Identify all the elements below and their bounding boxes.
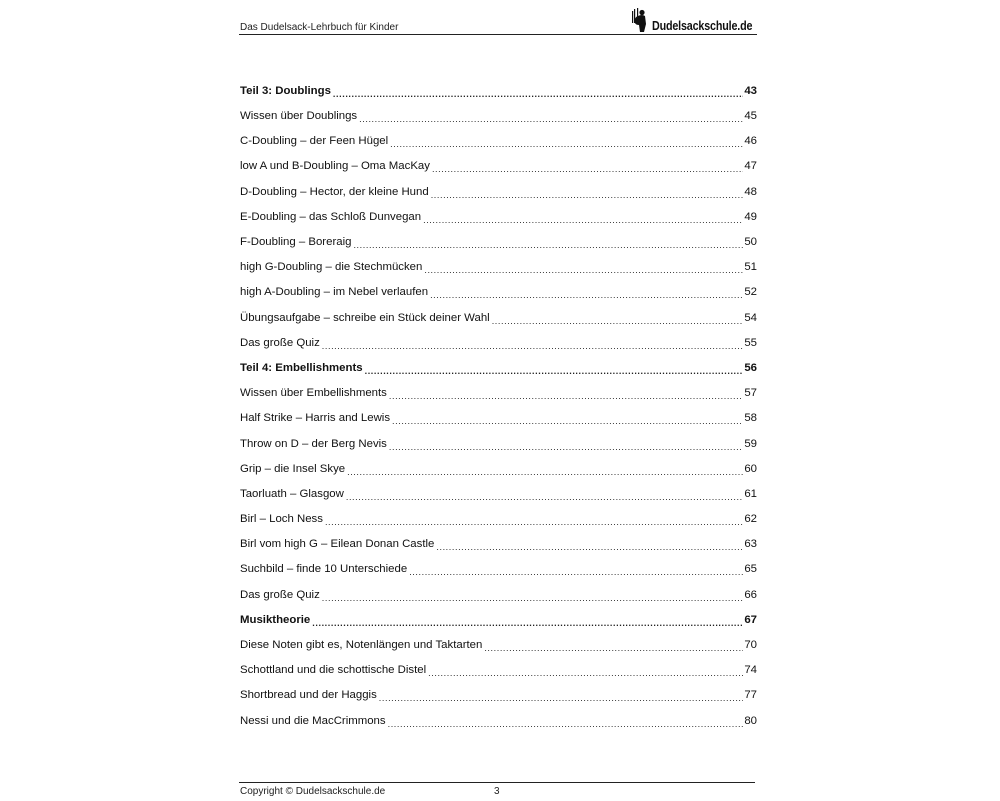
toc-entry-title: Teil 3: Doublings: [240, 84, 331, 97]
toc-entry-page: 52: [744, 286, 757, 299]
table-of-contents: [240, 79, 757, 734]
toc-entry-row: [240, 230, 757, 255]
toc-entry-page: 58: [744, 412, 757, 425]
toc-entry-row: [240, 406, 757, 431]
toc-entry-row: [240, 532, 757, 557]
toc-entry-title: high A-Doubling – im Nebel verlaufen: [240, 286, 429, 299]
toc-entry-title: Shortbread und der Haggis: [240, 689, 377, 702]
toc-entry-page: 80: [744, 714, 757, 727]
toc-entry-title: Wissen über Embellishments: [240, 387, 387, 400]
toc-dot-leader: [353, 240, 743, 251]
toc-entry-title: Schottland und die schottische Distel: [240, 664, 427, 677]
toc-entry-page: 61: [744, 487, 757, 500]
toc-dot-leader: [432, 164, 743, 175]
toc-entry-title: Übungsaufgabe – schreibe ein Stück deiner Wahl: [240, 311, 490, 324]
page-header: [239, 4, 757, 35]
toc-entry-title: C-Doubling – der Feen Hügel: [240, 135, 389, 148]
toc-entry-row: [240, 709, 757, 734]
toc-dot-leader: [389, 391, 743, 402]
header-title: Das Dudelsack-Lehrbuch für Kinder: [240, 22, 399, 33]
toc-entry-title: Teil 4: Embellishments: [240, 361, 363, 374]
toc-entry-title: high G-Doubling – die Stechmücken: [240, 261, 423, 274]
toc-entry-title: Birl vom high G – Eilean Donan Castle: [240, 538, 435, 551]
toc-entry-title: Musiktheorie: [240, 613, 311, 626]
toc-entry-row: [240, 482, 757, 507]
toc-entry-title: low A und B-Doubling – Oma MacKay: [240, 160, 430, 173]
toc-entry-title: Throw on D – der Berg Nevis: [240, 437, 387, 450]
toc-dot-leader: [424, 265, 743, 276]
toc-entry-row: [240, 658, 757, 683]
toc-entry-row: [240, 432, 757, 457]
toc-entry-page: 47: [744, 160, 757, 173]
toc-entry-row: [240, 104, 757, 129]
toc-entry-page: 51: [744, 261, 757, 274]
logo-text: Dudelsackschule.de: [652, 18, 753, 33]
toc-entry-page: 49: [744, 210, 757, 223]
toc-entry-page: 57: [744, 387, 757, 400]
toc-entry-row: [240, 180, 757, 205]
toc-entry-title: Diese Noten gibt es, Notenlängen und Taktarten: [240, 639, 483, 652]
toc-entry-page: 60: [744, 462, 757, 475]
toc-entry-title: Wissen über Doublings: [240, 110, 358, 123]
toc-dot-leader: [312, 618, 743, 629]
toc-dot-leader: [322, 593, 744, 604]
toc-entry-row: [240, 255, 757, 280]
toc-entry-title: Das große Quiz: [240, 336, 320, 349]
toc-dot-leader: [325, 517, 743, 528]
toc-entry-row: [240, 281, 757, 306]
toc-entry-title: Nessi und die MacCrimmons: [240, 714, 386, 727]
toc-dot-leader: [322, 341, 744, 352]
toc-dot-leader: [346, 492, 743, 503]
toc-entry-title: F-Doubling – Boreraig: [240, 236, 352, 249]
toc-entry-page: 45: [744, 110, 757, 123]
toc-dot-leader: [390, 139, 743, 150]
toc-entry-row: [240, 331, 757, 356]
toc-dot-leader: [388, 719, 744, 730]
toc-dot-leader: [423, 215, 743, 226]
toc-dot-leader: [365, 366, 744, 377]
toc-dot-leader: [389, 442, 743, 453]
toc-entry-row: [240, 507, 757, 532]
footer-page-number: 3: [494, 786, 500, 797]
toc-section-row: [240, 356, 757, 381]
logo: [630, 8, 757, 32]
toc-dot-leader: [347, 467, 743, 478]
toc-entry-title: Half Strike – Harris and Lewis: [240, 412, 391, 425]
toc-dot-leader: [392, 416, 743, 427]
toc-entry-page: 43: [744, 84, 757, 97]
page-footer: [239, 782, 755, 801]
toc-section-row: [240, 79, 757, 104]
toc-entry-row: [240, 205, 757, 230]
toc-entry-page: 65: [744, 563, 757, 576]
toc-section-row: [240, 608, 757, 633]
toc-entry-title: Birl – Loch Ness: [240, 513, 323, 526]
toc-entry-page: 48: [744, 185, 757, 198]
toc-entry-page: 77: [744, 689, 757, 702]
toc-entry-title: Das große Quiz: [240, 588, 320, 601]
toc-entry-page: 67: [744, 613, 757, 626]
toc-entry-row: [240, 633, 757, 658]
toc-dot-leader: [409, 567, 743, 578]
toc-entry-row: [240, 558, 757, 583]
toc-entry-page: 59: [744, 437, 757, 450]
toc-entry-row: [240, 306, 757, 331]
toc-entry-page: 63: [744, 538, 757, 551]
toc-entry-page: 70: [744, 639, 757, 652]
toc-entry-title: E-Doubling – das Schloß Dunvegan: [240, 210, 422, 223]
footer-copyright: Copyright © Dudelsackschule.de: [240, 786, 386, 797]
toc-entry-page: 62: [744, 513, 757, 526]
toc-entry-page: 66: [744, 588, 757, 601]
toc-entry-page: 56: [744, 361, 757, 374]
toc-entry-page: 54: [744, 311, 757, 324]
toc-entry-page: 50: [744, 236, 757, 249]
toc-entry-page: 55: [744, 336, 757, 349]
toc-dot-leader: [492, 316, 744, 327]
toc-dot-leader: [436, 542, 743, 553]
toc-entry-title: Suchbild – finde 10 Unterschiede: [240, 563, 408, 576]
toc-dot-leader: [359, 114, 743, 125]
toc-entry-title: Taorluath – Glasgow: [240, 487, 344, 500]
bagpiper-icon: [630, 8, 650, 32]
toc-dot-leader: [484, 643, 743, 654]
toc-entry-title: D-Doubling – Hector, der kleine Hund: [240, 185, 429, 198]
toc-entry-row: [240, 457, 757, 482]
toc-entry-row: [240, 381, 757, 406]
toc-entry-page: 46: [744, 135, 757, 148]
toc-entry-row: [240, 129, 757, 154]
toc-entry-page: 74: [744, 664, 757, 677]
toc-entry-row: [240, 583, 757, 608]
toc-entry-row: [240, 684, 757, 709]
toc-dot-leader: [428, 668, 743, 679]
toc-entry-title: Grip – die Insel Skye: [240, 462, 346, 475]
toc-dot-leader: [379, 693, 744, 704]
toc-entry-row: [240, 155, 757, 180]
toc-dot-leader: [333, 89, 743, 100]
toc-dot-leader: [431, 190, 744, 201]
toc-dot-leader: [430, 290, 743, 301]
